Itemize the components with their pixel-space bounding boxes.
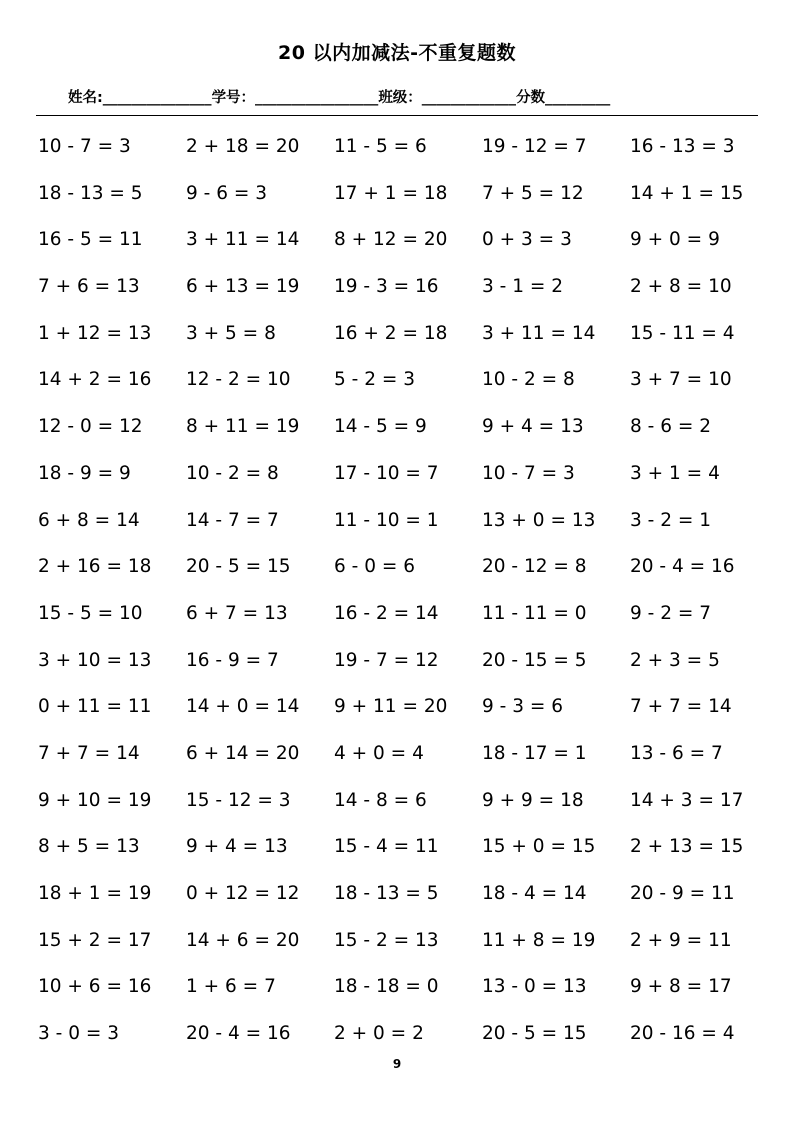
problem-item: 19 - 3 = 16	[334, 276, 439, 298]
problem-row	[38, 742, 778, 789]
problem-item: 18 + 1 = 19	[38, 883, 152, 904]
problem-item: 11 - 5 = 6	[334, 136, 427, 157]
problem-item: 9 + 4 = 13	[186, 836, 288, 858]
problem-item: 6 - 0 = 6	[334, 556, 416, 578]
problem-grid	[38, 135, 778, 1069]
problem-item: 9 - 2 = 7	[630, 602, 712, 624]
problem-item: 20 - 4 = 16	[630, 556, 735, 578]
problem-row	[38, 275, 778, 322]
problem-item: 16 + 2 = 18	[334, 322, 448, 344]
problem-item: 6 + 14 = 20	[186, 742, 300, 764]
problem-row	[38, 975, 778, 1022]
problem-item: 20 - 16 = 4	[630, 1023, 735, 1045]
problem-item: 0 + 12 = 12	[186, 883, 300, 904]
name-field: 姓名:_______________	[68, 90, 212, 106]
problem-item: 18 - 18 = 0	[334, 976, 439, 998]
header-divider	[36, 115, 758, 116]
problem-item: 16 - 5 = 11	[38, 229, 143, 251]
score-field: 分数_________	[516, 90, 611, 106]
problem-item: 14 + 1 = 15	[630, 182, 744, 204]
problem-item: 4 + 0 = 4	[334, 742, 424, 764]
problem-row	[38, 135, 778, 182]
problem-item: 15 + 2 = 17	[38, 929, 152, 951]
problem-row	[38, 509, 778, 556]
page-number: 9	[392, 1057, 402, 1071]
problem-row	[38, 602, 778, 649]
problem-item: 9 + 4 = 13	[482, 416, 584, 438]
problem-item: 11 - 11 = 0	[482, 602, 587, 624]
problem-row	[38, 182, 778, 229]
number-field: 学号：_________________	[211, 90, 379, 106]
problem-row	[38, 555, 778, 602]
problem-item: 6 + 7 = 13	[186, 602, 288, 624]
problem-item: 3 + 5 = 8	[186, 322, 276, 344]
problem-item: 3 + 1 = 4	[630, 462, 720, 484]
problem-item: 14 - 8 = 6	[334, 789, 427, 811]
problem-item: 15 - 11 = 4	[630, 322, 735, 344]
problem-item: 9 + 9 = 18	[482, 789, 584, 811]
problem-item: 14 - 5 = 9	[334, 416, 427, 438]
problem-item: 7 + 7 = 14	[38, 742, 140, 764]
problem-item: 15 - 4 = 11	[334, 836, 439, 858]
problem-item: 8 + 12 = 20	[334, 229, 448, 251]
problem-item: 5 - 2 = 3	[334, 369, 416, 391]
problem-row	[38, 368, 778, 415]
problem-item: 17 + 1 = 18	[334, 182, 448, 204]
problem-item: 8 + 11 = 19	[186, 416, 300, 438]
problem-item: 10 - 2 = 8	[186, 462, 279, 484]
problem-row	[38, 415, 778, 462]
problem-item: 15 + 0 = 15	[482, 836, 596, 858]
problem-item: 20 - 5 = 15	[482, 1023, 587, 1045]
problem-item: 10 + 6 = 16	[38, 976, 152, 998]
problem-item: 20 - 5 = 15	[186, 556, 291, 578]
problem-item: 10 - 7 = 3	[38, 136, 131, 157]
problem-item: 14 + 2 = 16	[38, 369, 152, 391]
problem-item: 16 - 9 = 7	[186, 649, 279, 671]
problem-item: 10 - 2 = 8	[482, 369, 575, 391]
problem-item: 3 + 11 = 14	[186, 229, 300, 251]
problem-item: 1 + 6 = 7	[186, 976, 276, 998]
problem-item: 17 - 10 = 7	[334, 462, 439, 484]
problem-row	[38, 929, 778, 976]
problem-item: 18 - 13 = 5	[38, 182, 143, 204]
problem-item: 12 - 2 = 10	[186, 369, 291, 391]
problem-item: 8 + 5 = 13	[38, 836, 140, 858]
problem-row	[38, 649, 778, 696]
problem-row	[38, 322, 778, 369]
problem-item: 3 + 11 = 14	[482, 322, 596, 344]
problem-item: 19 - 12 = 7	[482, 136, 587, 157]
problem-item: 13 + 0 = 13	[482, 509, 596, 531]
problem-item: 0 + 3 = 3	[482, 229, 572, 251]
problem-item: 14 + 0 = 14	[186, 696, 300, 718]
problem-item: 15 - 5 = 10	[38, 602, 143, 624]
problem-item: 11 + 8 = 19	[482, 929, 596, 951]
problem-item: 9 + 8 = 17	[630, 976, 732, 998]
student-info-line	[68, 86, 748, 107]
problem-item: 16 - 2 = 14	[334, 602, 439, 624]
problem-row	[38, 695, 778, 742]
problem-item: 14 + 6 = 20	[186, 929, 300, 951]
problem-item: 3 - 0 = 3	[38, 1023, 120, 1045]
problem-item: 15 - 12 = 3	[186, 789, 291, 811]
problem-item: 15 - 2 = 13	[334, 929, 439, 951]
problem-item: 20 - 12 = 8	[482, 556, 587, 578]
problem-item: 18 - 17 = 1	[482, 742, 587, 764]
problem-row	[38, 228, 778, 275]
problem-row	[38, 789, 778, 836]
problem-item: 7 + 6 = 13	[38, 276, 140, 298]
problem-item: 2 + 9 = 11	[630, 929, 732, 951]
problem-item: 0 + 11 = 11	[38, 696, 152, 718]
problem-item: 7 + 5 = 12	[482, 182, 584, 204]
problem-item: 3 + 7 = 10	[630, 369, 732, 391]
class-field: 班级：_____________	[378, 90, 517, 106]
problem-item: 16 - 13 = 3	[630, 136, 735, 157]
problem-item: 3 + 10 = 13	[38, 649, 152, 671]
problem-item: 7 + 7 = 14	[630, 696, 732, 718]
problem-item: 1 + 12 = 13	[38, 322, 152, 344]
problem-item: 2 + 0 = 2	[334, 1023, 424, 1045]
problem-item: 10 - 7 = 3	[482, 462, 575, 484]
problem-item: 13 - 6 = 7	[630, 742, 723, 764]
problem-item: 2 + 8 = 10	[630, 276, 732, 298]
problem-item: 8 - 6 = 2	[630, 416, 712, 438]
problem-item: 3 - 2 = 1	[630, 509, 712, 531]
problem-item: 20 - 15 = 5	[482, 649, 587, 671]
problem-row	[38, 462, 778, 509]
problem-item: 9 + 10 = 19	[38, 789, 152, 811]
problem-item: 18 - 4 = 14	[482, 883, 587, 904]
problem-item: 9 + 0 = 9	[630, 229, 720, 251]
problem-item: 14 + 3 = 17	[630, 789, 744, 811]
problem-item: 9 - 3 = 6	[482, 696, 564, 718]
problem-item: 12 - 0 = 12	[38, 416, 143, 438]
worksheet-title: 20 以内加减法-不重复题数	[278, 42, 516, 64]
problem-item: 20 - 9 = 11	[630, 883, 735, 904]
problem-item: 2 + 3 = 5	[630, 649, 720, 671]
problem-item: 9 - 6 = 3	[186, 182, 268, 204]
problem-item: 2 + 13 = 15	[630, 836, 744, 858]
problem-item: 6 + 13 = 19	[186, 276, 300, 298]
problem-item: 2 + 16 = 18	[38, 556, 152, 578]
problem-item: 13 - 0 = 13	[482, 976, 587, 998]
problem-row	[38, 835, 778, 882]
problem-item: 19 - 7 = 12	[334, 649, 439, 671]
problem-item: 11 - 10 = 1	[334, 509, 439, 531]
problem-item: 3 - 1 = 2	[482, 276, 564, 298]
problem-item: 2 + 18 = 20	[186, 136, 300, 157]
problem-item: 14 - 7 = 7	[186, 509, 279, 531]
problem-item: 6 + 8 = 14	[38, 509, 140, 531]
problem-item: 18 - 13 = 5	[334, 883, 439, 904]
problem-item: 9 + 11 = 20	[334, 696, 448, 718]
problem-item: 20 - 4 = 16	[186, 1023, 291, 1045]
problem-item: 18 - 9 = 9	[38, 462, 131, 484]
problem-row	[38, 882, 778, 929]
